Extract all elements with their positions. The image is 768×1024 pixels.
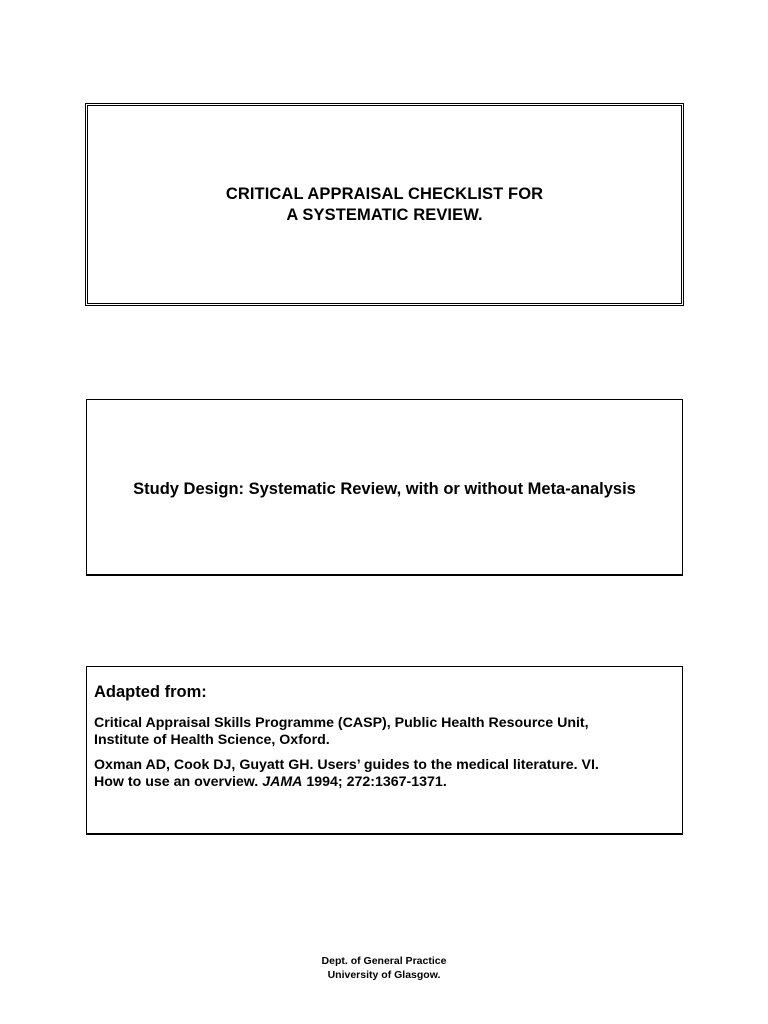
footer-department: Dept. of General Practice xyxy=(321,955,447,967)
reference-oxman-line-2 xyxy=(94,774,674,791)
study-design-box xyxy=(86,399,683,576)
reference-oxman-line-1: Oxman AD, Cook DJ, Guyatt GH. Users’ guides to the medical literature. VI. xyxy=(94,757,599,773)
reference-oxman-suffix: 1994; 272:1367-1371. xyxy=(302,774,447,790)
study-design-text: Study Design: Systematic Review, with or without Meta-analysis xyxy=(133,479,636,498)
reference-oxman xyxy=(94,757,674,791)
footer xyxy=(0,955,768,982)
title-line-1: CRITICAL APPRAISAL CHECKLIST FOR xyxy=(225,184,544,203)
reference-casp-line-2: Institute of Health Science, Oxford. xyxy=(94,732,330,748)
adapted-from-box xyxy=(86,666,683,835)
reference-oxman-prefix: How to use an overview. xyxy=(94,774,263,790)
footer-university: University of Glasgow. xyxy=(327,968,441,981)
reference-casp-line-1: Critical Appraisal Skills Programme (CASP), Public Health Resource Unit, xyxy=(94,715,589,731)
title-box xyxy=(85,103,684,306)
title-line-2: A SYSTEMATIC REVIEW. xyxy=(286,205,483,224)
adapted-from-heading: Adapted from: xyxy=(94,683,207,701)
reference-oxman-journal: JAMA xyxy=(262,774,303,790)
reference-casp xyxy=(94,715,674,749)
